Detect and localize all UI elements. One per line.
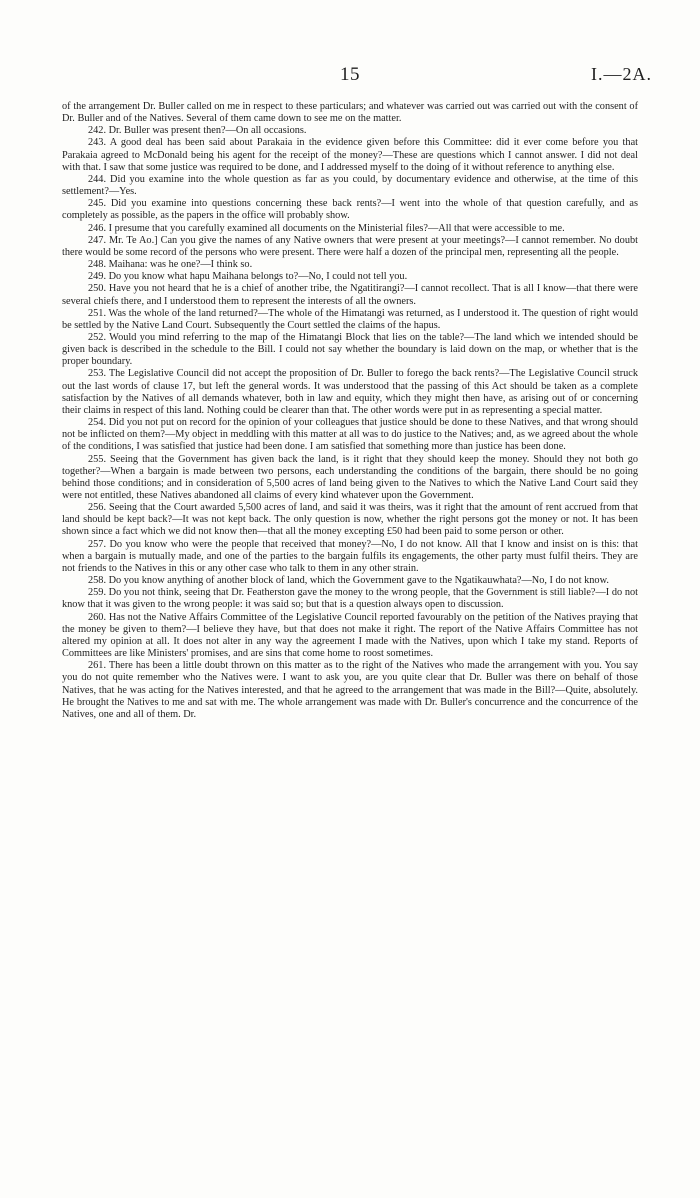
paragraph: 252. Would you mind referring to the map of the Himatangi Block that lies on the table?—The land which we intended should be given back is described in the schedule to the Bill. I could not say whether the boundary is laid down on the map, or whether that is the proper boundary. — [62, 331, 638, 368]
paragraph: 261. There has been a little doubt thrown on this matter as to the right of the Natives who made the arrangement with you. You say you do not quite remember who the Natives were. I want to ask you, are you quite clear that Dr. Buller was there on behalf of those Natives, that he was acting for the Natives interested, and that he agreed to the arrangement that was made in the Bill?—Quite, absolutely. He brought the Natives to me and sat with me. The whole arrangement was made with Dr. Buller's concurrence and the concurrence of the Natives, one and all of them. Dr. — [62, 660, 638, 720]
paragraph: 243. A good deal has been said about Parakaia in the evidence given before this Committee: did it ever come before you that Parakaia agreed to McDonald being his agent for the receipt of the money?—These are questions which I cannot answer. I did not deal with that. I saw that some justice was required to be done, and I addressed myself to the doing of it without reference to anything else. — [62, 137, 638, 173]
paragraph: 248. Maihana: was he one?—I think so. — [88, 259, 253, 271]
paragraph: 246. I presume that you carefully examined all documents on the Ministerial files?—All that were accessible to me. — [88, 222, 565, 234]
paragraph: 255. Seeing that the Government has given back the land, is it right that they should keep the money. Should they not both go together?—When a bargain is made between two persons, each understanding the conditions of the bargain, there should be no going behind those conditions; and in consideration of 5,500 acres of land being given to the Natives to which the Native Land Court said they were not entitled, these Natives abandoned all claims of every kind whatever upon the Government. — [62, 453, 638, 501]
page-number: 15 — [340, 64, 360, 85]
paragraph: 251. Was the whole of the land returned?—The whole of the Himatangi was returned, as I understood it. The question of right would be settled by the Native Land Court. Subsequently the Court settled the claims of the hapus. — [62, 307, 638, 331]
paragraph: of the arrangement Dr. Buller called on me in respect to these particulars; and whatever was carried out was carried out with the consent of Dr. Buller and of the Natives. Several of them came down to see me on the matter. — [62, 101, 638, 125]
paragraph: 250. Have you not heard that he is a chief of another tribe, the Ngatitirangi?—I cannot recollect. That is all I know—that there were several chiefs there, and I understood them to represent the interests of all the owners. — [62, 283, 638, 307]
paper-reference: I.—2A. — [591, 64, 652, 84]
paragraph: 256. Seeing that the Court awarded 5,500 acres of land, and said it was theirs, was it right that the amount of rent accrued from that land should be kept back?—It was not kept back. The only question is now, whether the right persons got the money or not. It has been shown since a fact which we did not know then—that all the money excepting £50 had been paid to some person or other. — [62, 502, 638, 538]
paragraph: 249. Do you know what hapu Maihana belongs to?—No, I could not tell you. — [88, 271, 408, 283]
paragraph: 259. Do you not think, seeing that Dr. Featherston gave the money to the wrong people, that the Government is still liable?—I do not know that it was given to the wrong people: it was said so; but that is a question always open to discussion. — [62, 587, 638, 611]
paragraph: 257. Do you know who were the people that received that money?—No, I do not know. All that I know and insist on is this: that when a bargain is mutually made, and one of the parties to the bargain fulfils its engagements, the other party must fulfil theirs. They are not friends to the Natives in this or any other case who talk to them in any other strain. — [62, 538, 638, 574]
paragraph: 245. Did you examine into questions concerning these back rents?—I went into the whole of that question carefully, and as completely as possible, as the papers in the office will probably show. — [62, 198, 638, 222]
paragraph: 253. The Legislative Council did not accept the proposition of Dr. Buller to forego the back rents?—The Legislative Council struck out the last words of clause 17, but left the general words. It was understood that the passing of this Act should be taken as a complete satisfaction by the Natives of all demands whatever, both in law and equity, which they might then have, as arising out of or concerning their claims in respect of this land. Nothing could be clearer than that. The other words were put in as representing a special matter. — [62, 368, 638, 416]
paragraph: 247. Mr. Te Ao.] Can you give the names of any Native owners that were present at your meetings?—I cannot remember. No doubt there would be some record of the persons who were present. There were half a dozen of the principal men, representing all the people. — [62, 234, 638, 258]
paragraph: 254. Did you not put on record for the opinion of your colleagues that justice should be done to these Natives, and that wrong should not be inflicted on them?—My object in meddling with this matter at all was to do justice to the Natives; and, as we agreed about the whole of the conditions, I was satisfied that justice had been done. I am satisfied that something more than justice has been done. — [62, 417, 638, 453]
paragraph: 258. Do you know anything of another block of land, which the Government gave to the Ngatikauwhata?—No, I do not know. — [88, 575, 609, 587]
paragraph: 244. Did you examine into the whole question as far as you could, by documentary evidence and otherwise, at the time of this settlement?—Yes. — [62, 173, 638, 198]
paragraph: 260. Has not the Native Affairs Committee of the Legislative Council reported favourably on the petition of the Natives praying that the money be given to them?—I believe they have, but that does not make it right. The report of the Native Affairs Committee has not altered my opinion at all. It does not alter in any way the agreement I made with the Natives, upon which I take my stand. Reports of Committees are like Ministers' promises, and are sins that come home to roost sometimes. — [62, 611, 638, 660]
paragraph: 242. Dr. Buller was present then?—On all occasions. — [88, 125, 307, 137]
document-body — [62, 101, 638, 721]
